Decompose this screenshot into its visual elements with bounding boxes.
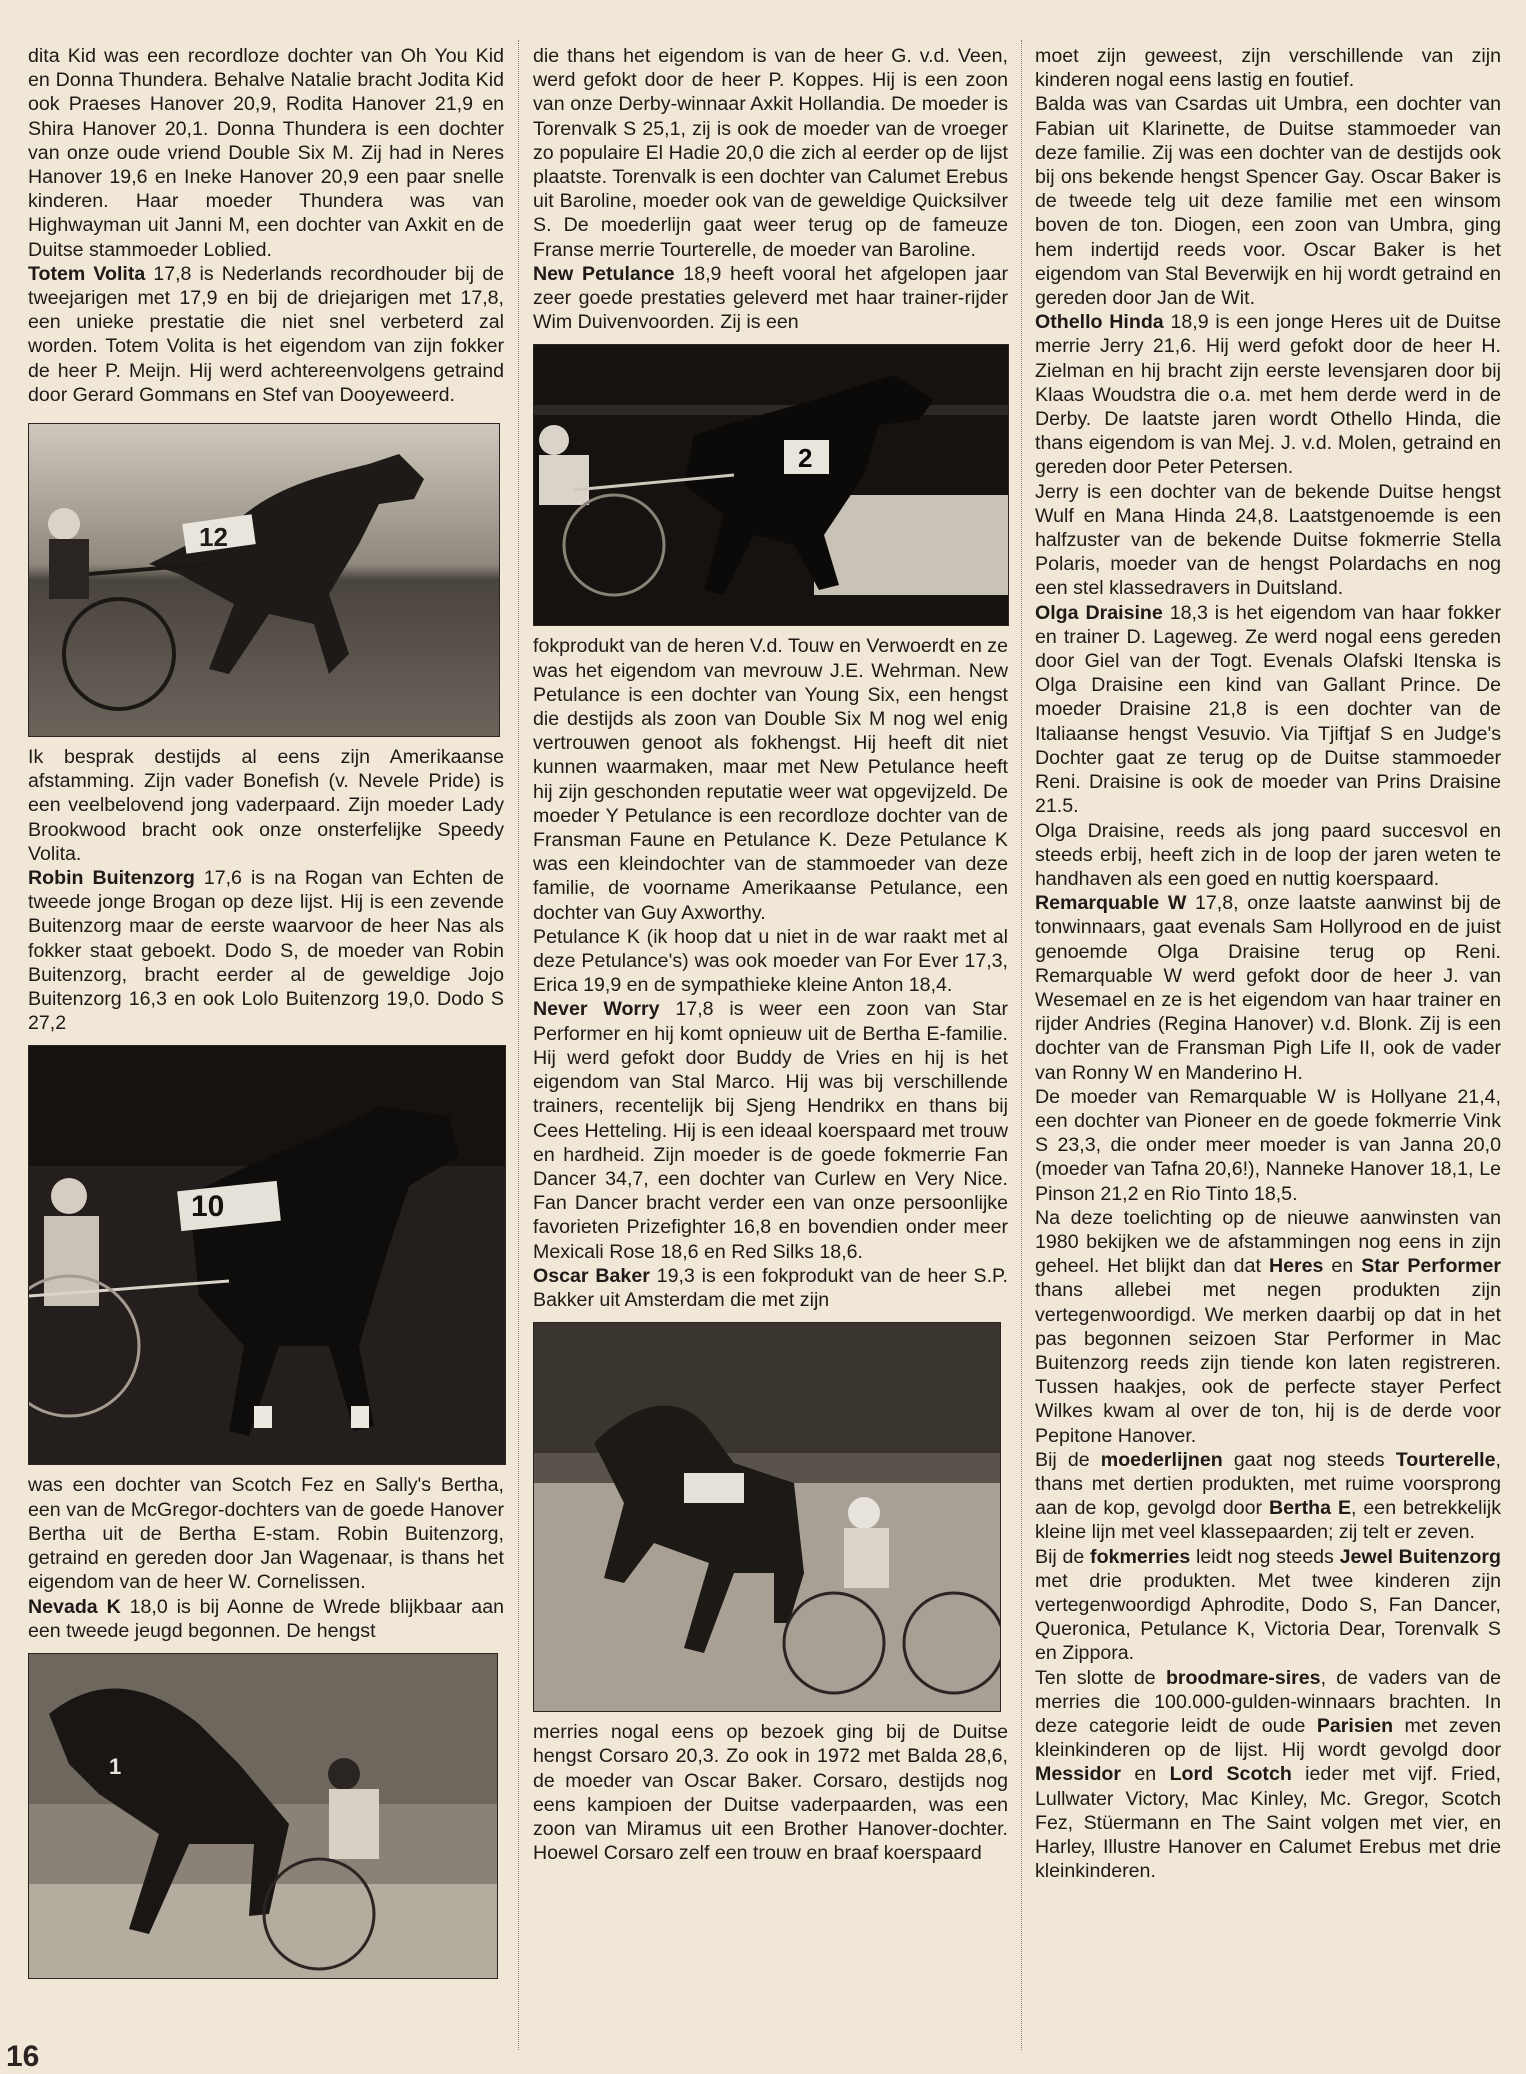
paragraph-othello-hinda: Othello Hinda 18,9 is een jonge Heres uit de Duitse merrie Jerry 21,6. Hij werd gefokt door de heer H. Zielman en hij bracht zijn eerste levensjaren door bij Klaas Woudstra die o.a. met hem derde werd in de Derby. De laatste jaren wordt Othello Hinda, die thans eigendom is van Mej. J. v.d. Molen, getraind en gereden door Peter Petersen. <box>1035 311 1502 479</box>
horse-name-othello-hinda: Othello Hinda <box>1035 311 1164 334</box>
column-divider-right <box>1021 40 1022 2050</box>
horse-name-never-worry: Never Worry <box>533 998 660 1021</box>
paragraph-olga-draisine-career: Olga Draisine, reeds als jong paard succesvol en steeds erbij, heeft zich in de loop der jaren weten te handhaven als een goed en nuttig koerspaard. <box>1035 819 1501 890</box>
paragraph-oscar-baker: Oscar Baker 19,3 is een fokprodukt van de heer S.P. Bakker uit Amsterdam die met zijn <box>533 1264 1009 1311</box>
paragraph-pedigree: Ik besprak destijds al eens zijn Amerikaanse afstamming. Zijn vader Bonefish (v. Nevele Pride) is een veelbelovend jong vaderpaard. Zijn moeder Lady Brookwood bracht ook onze onsterfelijke Speedy Volita. <box>28 746 504 865</box>
paragraph-summary-broodmares: Bij de fokmerries leidt nog steeds Jewel Buitenzorg met drie produkten. Met twee kinderen zijn vertegenwoordigd Aphrodite, Dodo S, Fan Dancer, Queronica, Petulance K, Victoria Dear, Torenvalk S en Zippora. <box>1035 1545 1501 1665</box>
paragraph-totem-volita: Totem Volita 17,8 is Nederlands recordhouder bij de tweejarigen met 17,9 en bij de driejarigen met 17,8, een unieke prestatie die niet snel verbeterd zal worden. Totem Volita is het eigendom van zijn fokker de heer P. Meijn. Hij werd achtereenvolgens getraind door Gerard Gommans en Stef van Dooyeweerd. <box>28 262 504 406</box>
photo-nevada-k <box>28 1653 498 1979</box>
column-divider-left <box>518 40 519 2050</box>
photo-totem-volita <box>28 423 500 737</box>
photo-robin-buitenzorg <box>28 1045 506 1465</box>
photo-new-petulance <box>533 344 1009 626</box>
paragraph-hollyane: De moeder van Remarquable W is Hollyane 21,4, een dochter van Pioneer en de goede fokmerrie Vink S 23,3, die onder meer moeder is van Janna 20,0 (moeder van Tafna 20,6!), Nanneke Hanover 18,1, Le Pinson 21,2 en Rio Tinto 18,5. <box>1035 1085 1501 1205</box>
column-3 <box>1035 44 1501 1883</box>
horse-name-robin-buitenzorg: Robin Buitenzorg <box>28 867 195 890</box>
horse-name-totem-volita: Totem Volita <box>28 262 146 285</box>
column-1 <box>28 44 504 1987</box>
paragraph-summary-dam-lines: Bij de moederlijnen gaat nog steeds Tourterelle, thans met dertien produkten, met ruime voorsprong aan de kop, gevolgd door Bertha E, een betrekkelijk kleine lijn met veel klassepaarden; zij telt er zeven. <box>1035 1448 1502 1544</box>
race-number: 12 <box>199 522 228 553</box>
paragraph-never-worry: Never Worry 17,8 is weer een zoon van Star Performer en hij komt opnieuw uit de Bertha E-familie. Hij werd gefokt door Buddy de Vries en hij is het eigendom van Stal Marco. Hij was bij verschillende trainers, recentelijk bij Sjeng Hendrikx en thans bij Cees Hetteling. Hij is een ideaal koerspaard met trouw en hardheid. Zijn moeder is de goede fokmerrie Fan Dancer 34,7, een dochter van Curlew en Very Nice. Fan Dancer bracht verder een van onze persoonlijke favorieten Prizefighter 16,8 en bovendien onder meer Mexicali Rose 18,6 en Red Silks 18,6. <box>533 998 1008 1263</box>
paragraph-corsaro: merries nogal eens op bezoek ging bij de Duitse hengst Corsaro 20,3. Zo ook in 1972 met Balda 28,6, de moeder van Oscar Baker. Corsaro, destijds nog eens kampioen der Duitse vaderpaarden, was een zoon van Miramus uit een Brother Hanover-dochter. Hoewel Corsaro zelf een trouw en braaf koerspaard <box>533 1721 1008 1865</box>
horse-name-remarquable-w: Remarquable W <box>1035 892 1187 915</box>
paragraph-jodita-kid: dita Kid was een recordloze dochter van Oh You Kid en Donna Thundera. Behalve Natalie bracht Jodita Kid ook Praeses Hanover 20,9, Rodita Hanover 21,9 en Shira Hanover 20,1. Donna Thundera is een dochter van onze oude vriend Double Six M. Zij had in Neres Hanover 19,6 en Ineke Hanover 20,9 een paar snelle kinderen. Haar moeder Thundera was van Highwayman uit Janni M, een dochter van Axkit en de Duitse stammoeder Loblied. <box>28 45 504 261</box>
page-number: 16 <box>6 2040 40 2073</box>
paragraph-nevada-k: Nevada K 18,0 is bij Aonne de Wrede blijkbaar aan een tweede jeugd begonnen. De hengst <box>28 1595 504 1642</box>
paragraph-petulance-k: Petulance K (ik hoop dat u niet in de war raakt met al deze Petulance's) was ook moeder van For Ever 17,3, Erica 19,9 en de sympathieke kleine Anton 18,4. <box>533 925 1008 997</box>
paragraph-jerry: Jerry is een dochter van de bekende Duitse hengst Wulf en Mana Hinda 24,8. Laatstgenoemde is een halfzuster van de bekende Duitse fokmerrie Stella Polaris, moeder van de hengst Polardachs en nog een stel klassedravers in Duitsland. <box>1035 480 1501 600</box>
horse-name-nevada-k: Nevada K <box>28 1595 121 1618</box>
horse-name-oscar-baker: Oscar Baker <box>533 1264 650 1287</box>
paragraph-new-petulance: New Petulance 18,9 heeft vooral het afgelopen jaar zeer goede prestaties geleverd met haar trainer-rijder Wim Duivenvoorden. Zij is een <box>533 262 1008 334</box>
photo-oscar-baker <box>533 1322 1001 1712</box>
horse-name-olga-draisine: Olga Draisine <box>1035 601 1163 624</box>
column-2 <box>533 44 1008 1865</box>
paragraph-corsaro-cont: moet zijn geweest, zijn verschillende van zijn kinderen nogal eens lastig en foutief. <box>1035 45 1501 92</box>
paragraph-balda: Balda was van Csardas uit Umbra, een dochter van Fabian uit Klarinette, de Duitse stammoeder van deze familie. Zij was een dochter van de destijds ook bij ons bekende hengst Spencer Gay. Oscar Baker is de tweede telg uit deze familie met een winsom boven de ton. Diogen, een zoon van Umbra, ging hem indertijd reeds voor. Oscar Baker is het eigendom van Stal Beverwijk en hij wordt getraind en gereden door Jan de Wit. <box>1035 93 1501 310</box>
race-number: 2 <box>798 443 813 474</box>
paragraph-new-petulance-pedigree: fokprodukt van de heren V.d. Touw en Verwoerdt en ze was het eigendom van mevrouw J.E. Wehrman. New Petulance is een dochter van Young Six, een hengst die destijds als zoon van Double Six M nog wel enig vertrouwen genoot als fokhengst. Hij heeft dit niet kunnen waarmaken, maar met New Petulance heeft hij zijn geschonden reputatie weer wat opgevijzeld. De moeder Y Petulance is een recordloze dochter van de Fransman Faune en Petulance K. Deze Petulance K was een kleindochter van de stammoeder van deze familie, de voorname Amerikaanse Petulance, een dochter van Guy Axworthy. <box>533 635 1008 924</box>
paragraph-olga-draisine: Olga Draisine 18,3 is het eigendom van haar fokker en trainer D. Lageweg. Ze werd nogal eens gereden door Giel van der Togt. Evenals Olafski Itenska is Olga Draisine een kind van Gallant Prince. De moeder Draisine 21,8 is een dochter van de Italiaanse hengst Vesuvio. Via Tjiftjaf S en Judge's Dochter gaat ze terug op de Duitse stammoeder Reni. Draisine is ook de moeder van Prins Draisine 21.5. <box>1035 601 1501 818</box>
paragraph-dodo-s: was een dochter van Scotch Fez en Sally's Bertha, een van de McGregor-dochters van de goede Hanover Bertha uit de Bertha E-stam. Robin Buitenzorg, getraind en gereden door Jan Wagenaar, is thans het eigendom van de heer W. Cornelissen. <box>28 1474 504 1594</box>
race-number: 10 <box>191 1190 225 1224</box>
paragraph-robin-buitenzorg: Robin Buitenzorg 17,6 is na Rogan van Echten de tweede jonge Brogan op deze lijst. Hij is een zevende Buitenzorg maar de eerste waarvoor de heer Nas als fokker staat geboekt. Dodo S, de moeder van Robin Buitenzorg, bracht eerder al de geweldige Jojo Buitenzorg 16,3 en ook Lolo Buitenzorg 19,0. Dodo S 27,2 <box>28 867 504 1035</box>
paragraph-nevada-k-cont: die thans het eigendom is van de heer G. v.d. Veen, werd gefokt door de heer P. Koppes. Hij is een zoon van onze Derby-winnaar Axkit Hollandia. De moeder is Torenvalk S 25,1, zij is ook de moeder van de vroeger zo populaire El Hadie 20,0 die zich al eerder op de lijst plaatste. Torenvalk is een dochter van Calumet Erebus uit Baroline, moeder ook van de geweldige Quicksilver S. De moederlijn gaat weer terug op de fameuze Franse merrie Tourterelle, de moeder van Baroline. <box>533 45 1008 261</box>
paragraph-summary-sires: Na deze toelichting op de nieuwe aanwinsten van 1980 bekijken we de afstammingen nog eens in zijn geheel. Het blijkt dan dat Heres en Star Performer thans allebei met negen produkten zijn vertegenwoordigd. We merken daarbij op dat in het pas begonnen seizoen Star Performer in Mac Buitenzorg reeds zijn tiende kon laten registreren. Tussen haakjes, ook de perfecte stayer Perfect Wilkes kwam al over de ton, hij is de derde voor Pepitone Hanover. <box>1035 1206 1501 1447</box>
race-number: 1 <box>109 1753 122 1779</box>
horse-name-new-petulance: New Petulance <box>533 262 675 285</box>
paragraph-summary-broodmare-sires: Ten slotte de broodmare-sires, de vaders van de merries die 100.000-gulden-winnaars brachten. In deze categorie leidt de oude Parisien met zeven kleinkinderen op de lijst. Hij wordt gevolgd door Messidor en Lord Scotch ieder met vijf. Fried, Lullwater Victory, Mac Kinley, Mc. Gregor, Scotch Fez, Stüermann en The Saint volgen met vier, en Harley, Illustre Hanover en Calumet Erebus met drie kleinkinderen. <box>1035 1666 1502 1883</box>
paragraph-remarquable-w: Remarquable W 17,8, onze laatste aanwinst bij de tonwinnaars, gaat evenals Sam Hollyrood en de juist genoemde Olga Draisine terug op Reni. Remarquable W werd gefokt door de heer J. van Wesemael en ze is het eigendom van haar trainer en rijder Andries (Regina Hanover) v.d. Blonk. Zij is een dochter van de Fransman Pigh Life II, ook de vader van Ronny W en Manderino H. <box>1035 892 1501 1084</box>
